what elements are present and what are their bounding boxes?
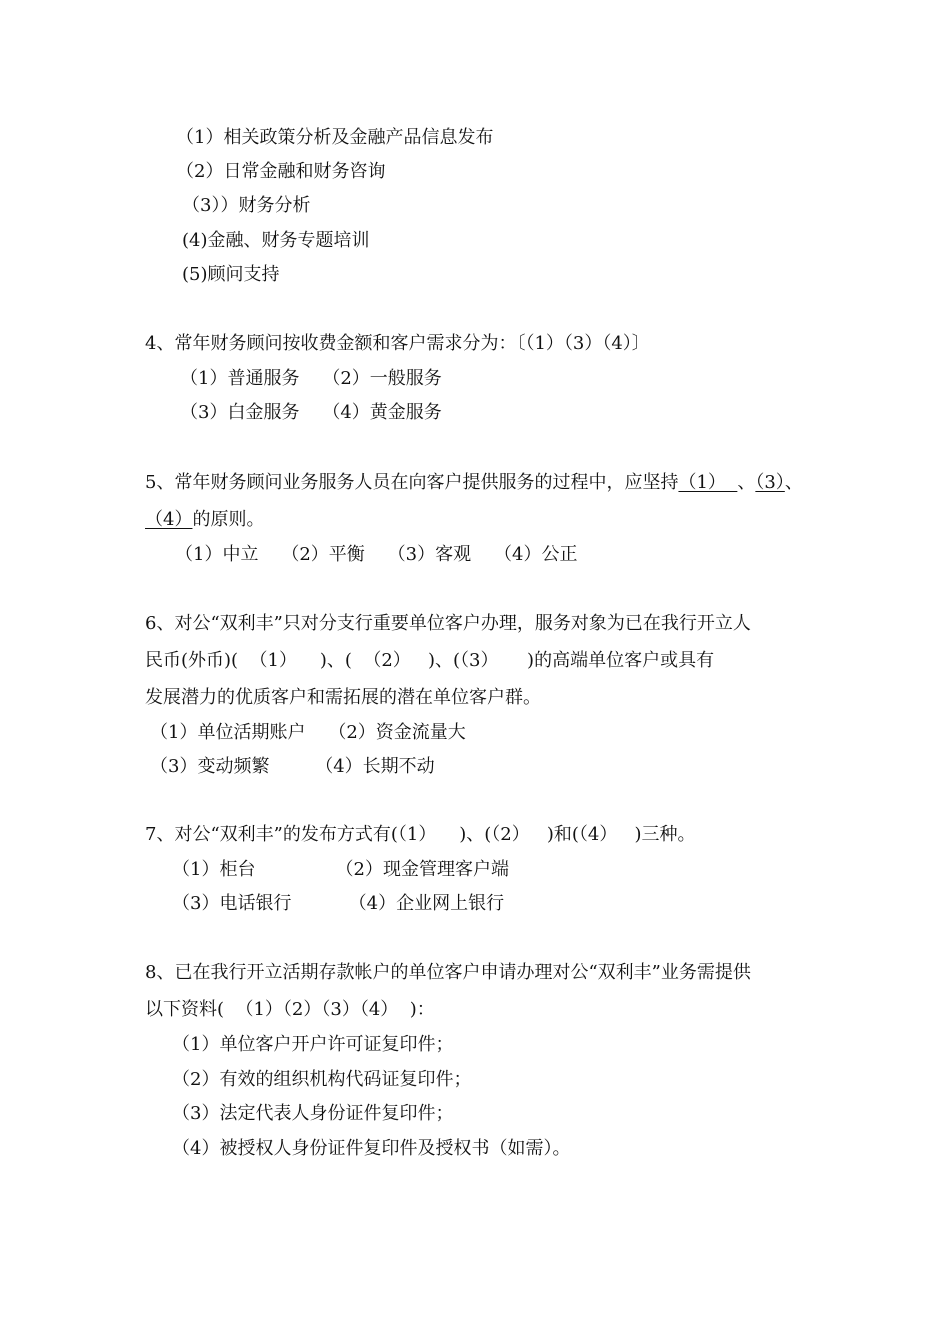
q8-option: （4）被授权人身份证件复印件及授权书（如需）。 [172,1138,571,1159]
option-line: （2）日常金融和财务咨询 [176,161,386,182]
q5-blank: （1） [678,472,738,493]
q8-option: （1）单位客户开户许可证复印件； [172,1034,454,1055]
q4-options-line: （1）普通服务 （2）一般服务 [180,368,442,389]
q8-option: （2）有效的组织机构代码证复印件； [172,1069,472,1090]
q5-separator: 、 [737,472,756,493]
question-4: 4、常年财务顾问按收费金额和客户需求分为：〔（1）（3）（4）〕 [145,333,650,354]
question-5-line2 [145,508,264,532]
q7-options-line: （1）柜台 （2）现金管理客户端 [172,859,510,880]
question-8-line: 8、已在我行开立活期存款帐户的单位客户申请办理对公“双利丰”业务需提供 [145,962,751,983]
question-8-line: 以下资料( （1）（2）（3）（4） )： [145,999,435,1020]
q5-separator: 、 [784,472,803,493]
question-5-line1 [145,471,803,495]
option-line: （1）相关政策分析及金融产品信息发布 [176,127,494,148]
option-line: (4)金融、财务专题培训 [182,230,370,251]
q5-text: 5、常年财务顾问业务服务人员在向客户提供服务的过程中，应坚持 [145,472,679,493]
question-7: 7、对公“双利丰”的发布方式有(（1） )、(（2） )和(（4） )三种。 [145,824,696,845]
question-6-line: 6、对公“双利丰”只对分支行重要单位客户办理，服务对象为已在我行开立人 [145,613,751,634]
q4-options-line: （3）白金服务 （4）黄金服务 [180,402,442,423]
q5-options-line: （1）中立 （2）平衡 （3）客观 （4）公正 [175,544,578,565]
q7-options-line: （3）电话银行 （4）企业网上银行 [172,893,505,914]
question-6-line: 发展潜力的优质客户和需拓展的潜在单位客户群。 [145,687,541,708]
q5-blank: （3） [755,472,785,493]
q6-options-line: （3）变动频繁 （4）长期不动 [150,756,435,777]
q6-options-line: （1）单位活期账户 （2）资金流量大 [150,722,466,743]
q5-text: 的原则。 [192,509,265,530]
q8-option: （3）法定代表人身份证件复印件； [172,1103,454,1124]
option-line: (5)顾问支持 [182,264,280,285]
option-line: （3））财务分析 [182,195,311,216]
q5-blank: （4） [145,509,193,530]
question-6-line: 民币(外币)( （1） )、( （2） )、(（3） )的高端单位客户或具有 [145,650,715,671]
